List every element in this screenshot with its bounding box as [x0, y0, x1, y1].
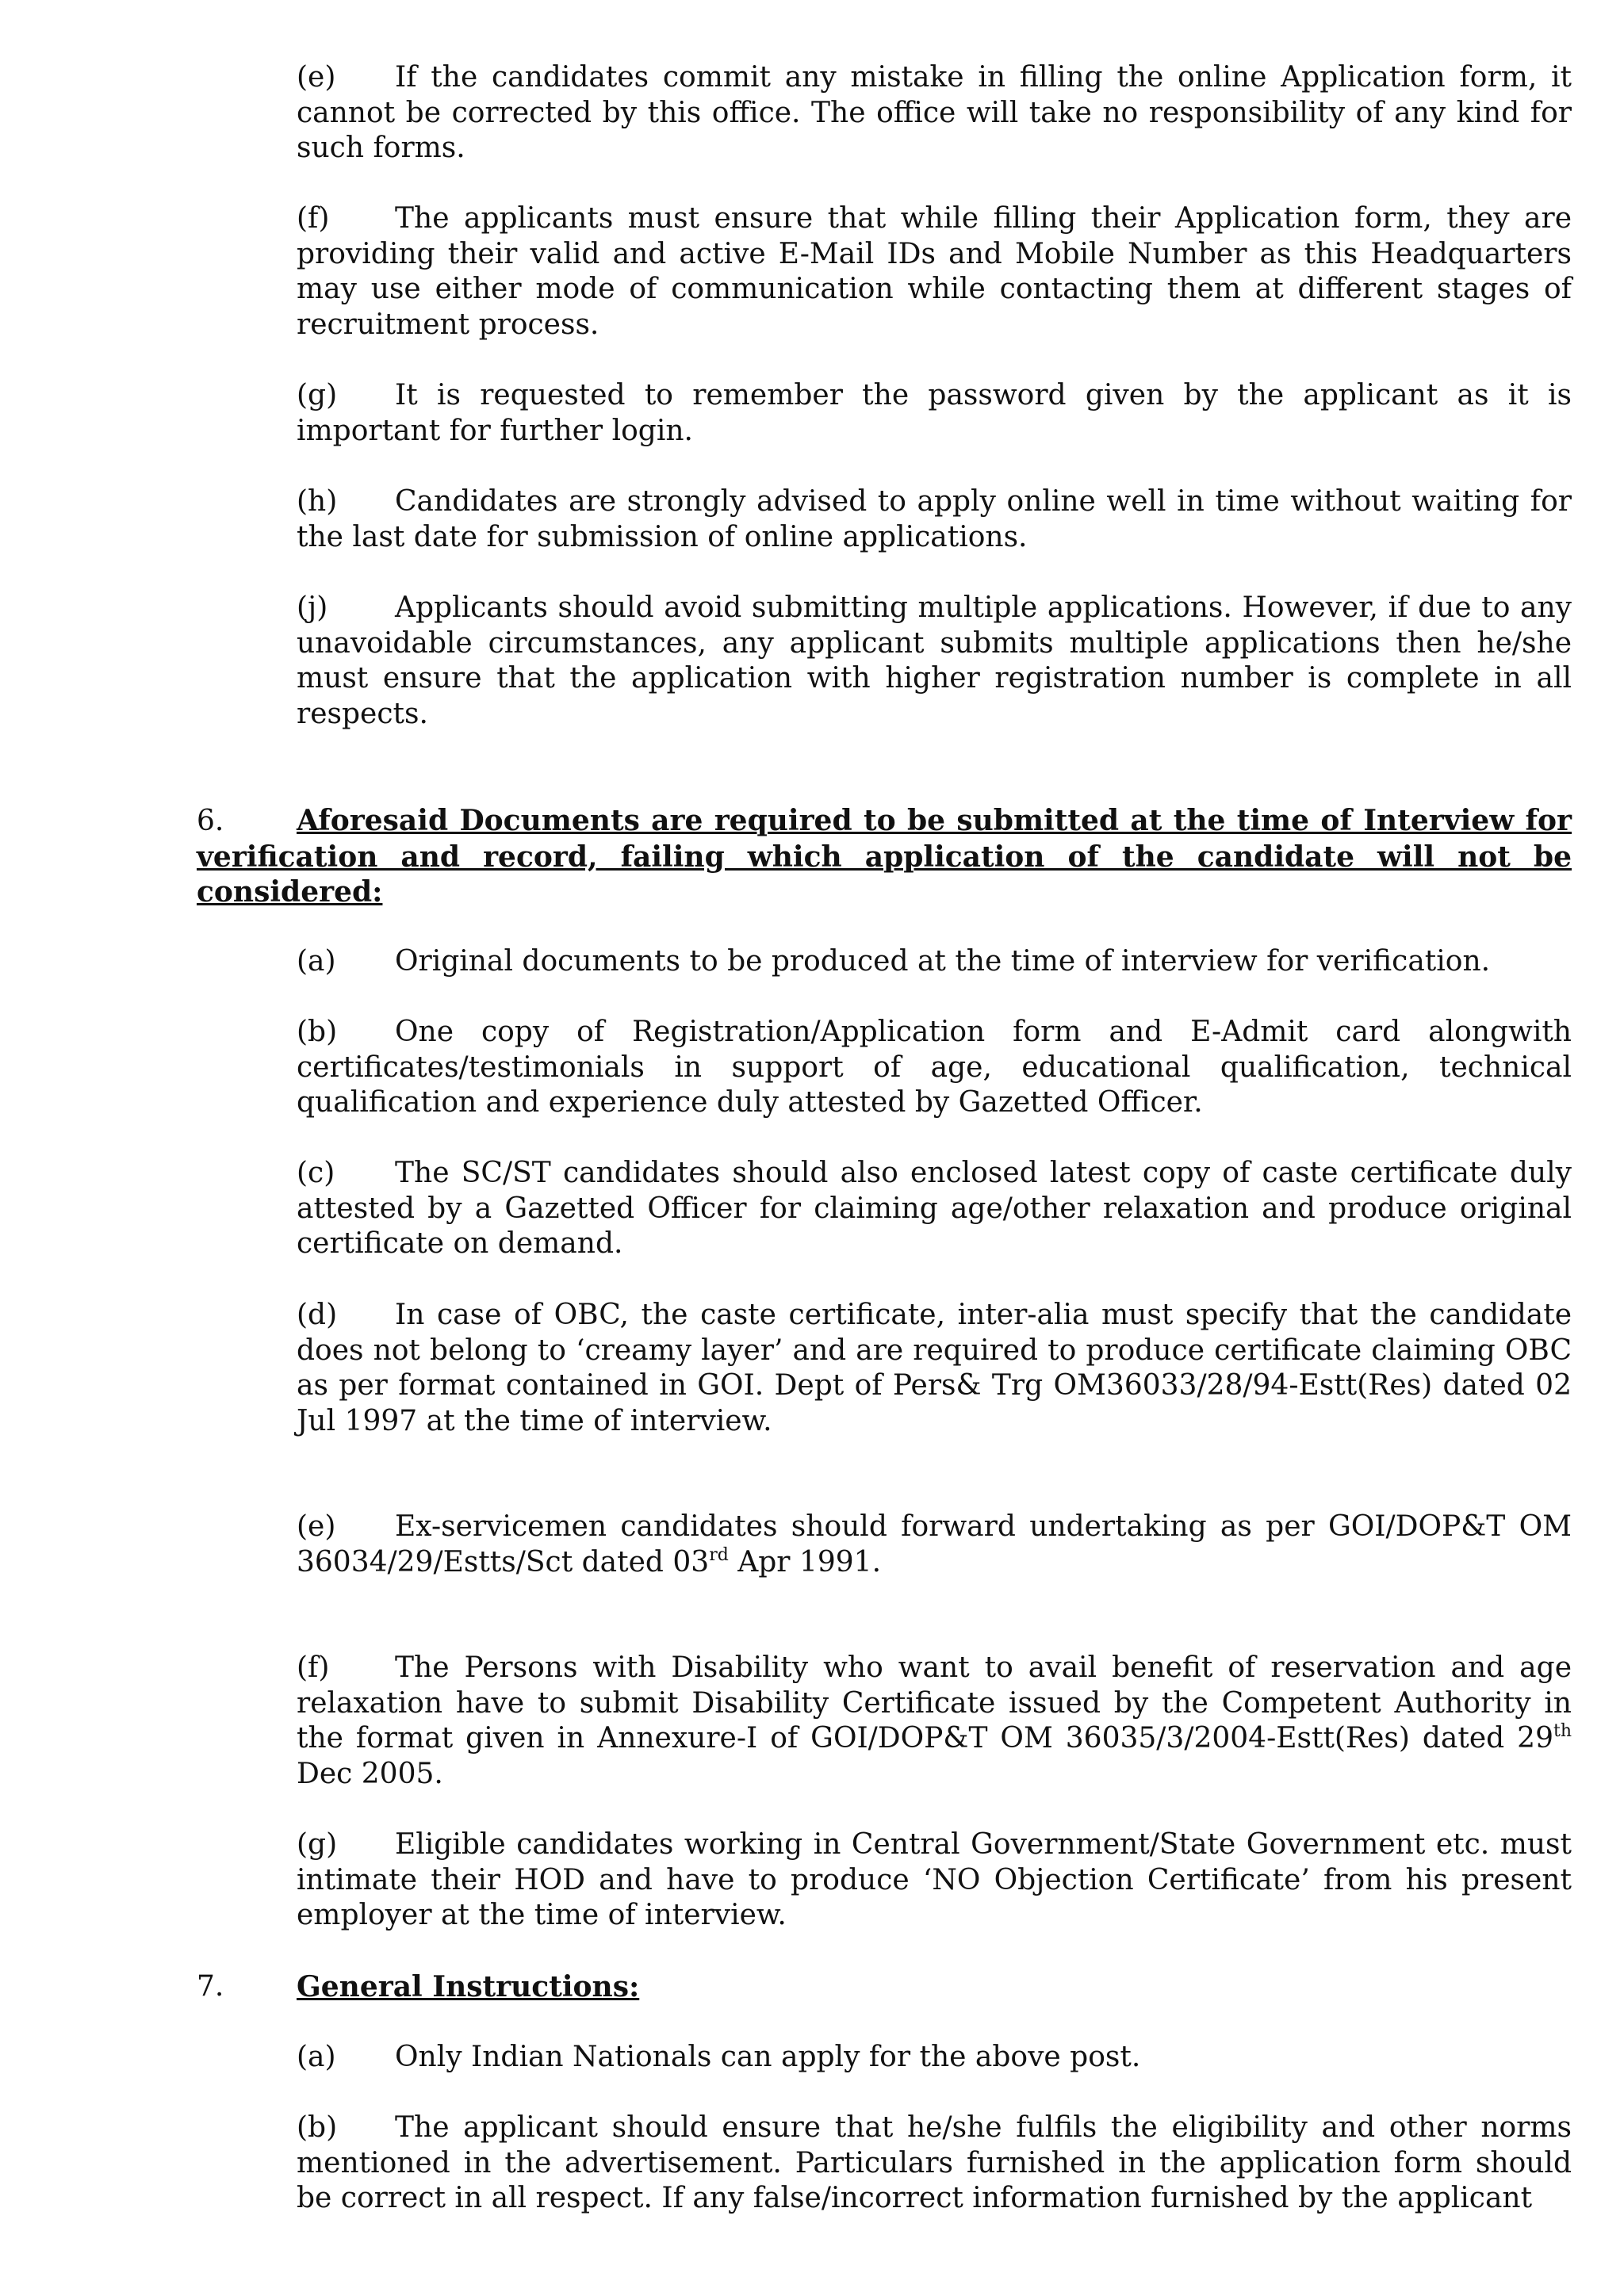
item-text: The SC/ST candidates should also enclosed latest copy of caste certificate duly attested by a Gazetted Officer for claiming age/other relaxation and produce original certificate on demand. [297, 1157, 1572, 1260]
item-text: The applicant should ensure that he/she fulfils the eligibility and other norms mentioned in the advertisement. Particulars furnished in the application form should be correct in all respect. If any false/incorrect information furnished by the applicant [297, 2111, 1572, 2214]
item-text: The applicants must ensure that while filling their Application form, they are providing their valid and active E-Mail IDs and Mobile Number as this Headquarters may use either mode of communication while contacting them at different stages of recruitment process. [297, 202, 1572, 341]
item-label: (j) [297, 591, 328, 624]
item-6e [297, 1510, 1572, 1580]
item-label: (e) [297, 61, 336, 94]
item-5e [297, 60, 1572, 166]
item-label: (d) [297, 1299, 338, 1331]
item-text: It is requested to remember the password given by the applicant as it is important for further login. [297, 379, 1572, 447]
item-label: (f) [297, 1651, 330, 1684]
item-text: Eligible candidates working in Central Government/State Government etc. must intimate their HOD and have to produce ‘NO Objection Certificate’ from his present employer at the time of interview. [297, 1828, 1572, 1931]
item-text: Original documents to be produced at the time of interview for verification. [395, 945, 1491, 978]
item-5j [297, 591, 1572, 732]
item-text: Candidates are strongly advised to apply online well in time without waiting for the last date for submission of online applications. [297, 485, 1572, 553]
item-6a [297, 944, 1572, 980]
ordinal-suffix: rd [709, 1544, 729, 1565]
item-label: (g) [297, 379, 338, 411]
item-6d [297, 1298, 1572, 1439]
item-text: One copy of Registration/Application form and E-Admit card alongwith certificates/testimonials in support of age, educational qualification, technical qualification and experience duly attested by Gazetted Officer. [297, 1016, 1572, 1119]
ordinal-suffix: th [1553, 1721, 1572, 1741]
item-6f [297, 1651, 1572, 1792]
item-text: If the candidates commit any mistake in filling the online Application form, it cannot be corrected by this office. The office will take no responsibility of any kind for such forms. [297, 61, 1572, 164]
item-text: The Persons with Disability who want to avail benefit of reservation and age relaxation have to submit Disability Certificate issued by the Competent Authority in the format given in Annexure-I of GOI/DOP&T OM 36035/3/2004-Estt(Res) dated 29 [297, 1651, 1572, 1755]
section-6-heading-text: Aforesaid Documents are required to be submitted at the time of Interview for verification and record, failing which application of the candidate will not be considered: [197, 804, 1572, 909]
item-text: In case of OBC, the caste certificate, inter-alia must specify that the candidate does not belong to ‘creamy layer’ and are required to produce certificate claiming OBC as per format contained in GOI. Dept of Pers& Trg OM36033/28/94-Estt(Res) dated 02 Jul 1997 at the time of interview. [297, 1299, 1572, 1437]
section-7-title: General Instructions: [297, 1970, 640, 2003]
item-label: (h) [297, 485, 338, 518]
item-5h [297, 484, 1572, 555]
item-label: (e) [297, 1510, 336, 1543]
section-7-number: 7. [197, 1970, 224, 2003]
item-6c [297, 1156, 1572, 1262]
item-6b [297, 1015, 1572, 1121]
item-label: (b) [297, 1016, 338, 1048]
item-text: Applicants should avoid submitting multiple applications. However, if due to any unavoidable circumstances, any applicant submits multiple applications then he/she must ensure that the application with higher registration number is complete in all respects. [297, 591, 1572, 730]
item-text-end: Dec 2005. [297, 1757, 443, 1790]
item-5g [297, 378, 1572, 449]
section-6-number: 6. [197, 805, 224, 837]
item-label: (f) [297, 202, 330, 235]
item-5f [297, 201, 1572, 342]
item-text: Ex-servicemen candidates should forward undertaking as per GOI/DOP&T OM 36034/29/Estts/Sct dated 03 [297, 1510, 1572, 1578]
item-6g [297, 1827, 1572, 1934]
item-text: Only Indian Nationals can apply for the above post. [395, 2041, 1141, 2073]
item-7a [297, 2040, 1572, 2076]
item-label: (a) [297, 945, 336, 978]
item-text-end: Apr 1991. [728, 1545, 882, 1578]
item-label: (a) [297, 2041, 336, 2073]
item-label: (c) [297, 1157, 335, 1189]
item-label: (g) [297, 1828, 338, 1861]
section-6-heading [197, 803, 1572, 910]
item-7b [297, 2110, 1572, 2217]
item-label: (b) [297, 2111, 338, 2144]
